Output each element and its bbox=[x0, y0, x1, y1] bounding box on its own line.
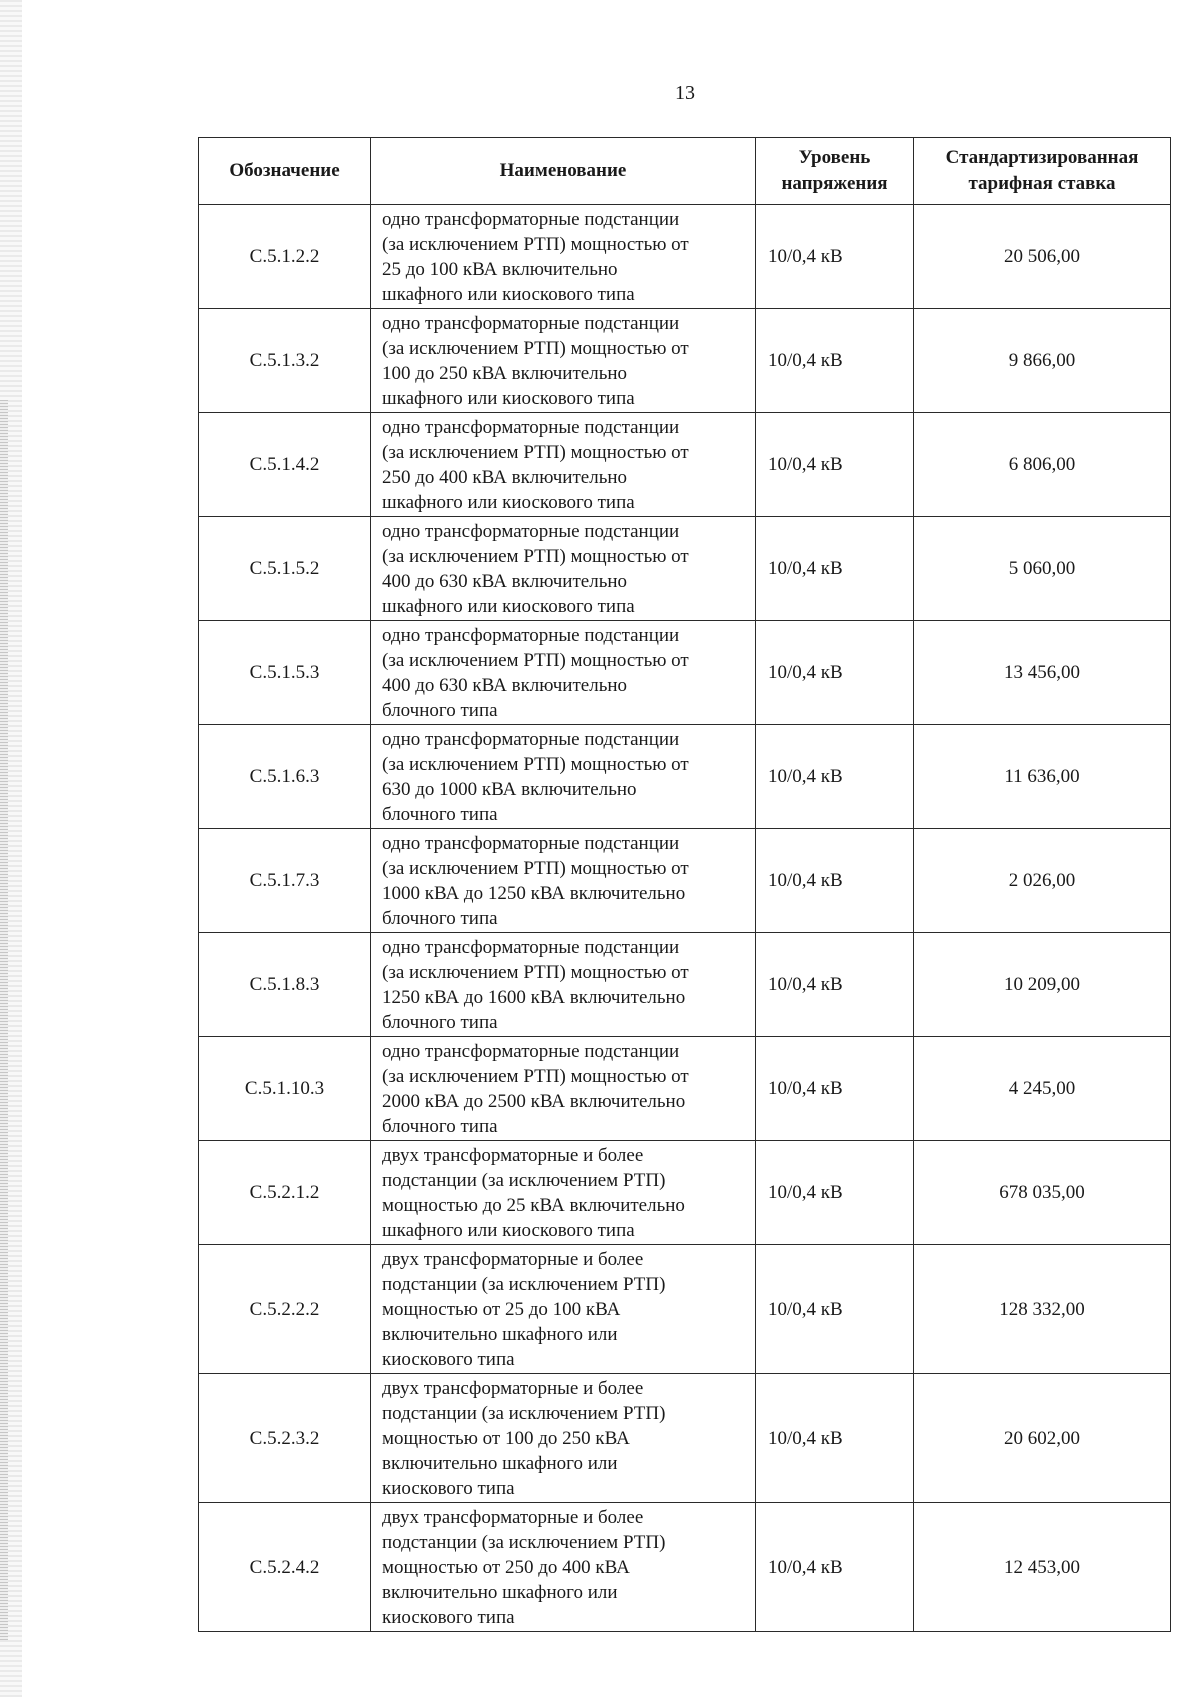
header-voltage: Уровень напряжения bbox=[756, 138, 914, 205]
cell-code: С.5.2.3.2 bbox=[199, 1374, 371, 1503]
cell-name: одно трансформаторные подстанции (за исключением РТП) мощностью от 1250 кВА до 1600 кВА включительно блочного типа bbox=[371, 933, 756, 1037]
cell-rate: 5 060,00 bbox=[914, 517, 1171, 621]
cell-rate: 13 456,00 bbox=[914, 621, 1171, 725]
page-number: 13 bbox=[675, 82, 695, 104]
cell-rate: 6 806,00 bbox=[914, 413, 1171, 517]
table-row bbox=[199, 933, 1171, 1037]
table-row bbox=[199, 205, 1171, 309]
cell-code: С.5.1.5.3 bbox=[199, 621, 371, 725]
table-row bbox=[199, 1037, 1171, 1141]
table-row bbox=[199, 621, 1171, 725]
table-header-row bbox=[199, 138, 1171, 205]
cell-name: двух трансформаторные и более подстанции (за исключением РТП) мощностью от 250 до 400 кВА включительно шкафного или киоскового типа bbox=[371, 1503, 756, 1632]
cell-name: двух трансформаторные и более подстанции (за исключением РТП) мощностью от 100 до 250 кВА включительно шкафного или киоскового типа bbox=[371, 1374, 756, 1503]
header-rate: Стандартизированная тарифная ставка bbox=[914, 138, 1171, 205]
cell-code: С.5.1.3.2 bbox=[199, 309, 371, 413]
cell-rate: 11 636,00 bbox=[914, 725, 1171, 829]
cell-code: С.5.1.4.2 bbox=[199, 413, 371, 517]
table-row bbox=[199, 413, 1171, 517]
cell-name: одно трансформаторные подстанции (за исключением РТП) мощностью от 250 до 400 кВА включительно шкафного или киоскового типа bbox=[371, 413, 756, 517]
table-row bbox=[199, 309, 1171, 413]
table-row bbox=[199, 517, 1171, 621]
table-row bbox=[199, 1503, 1171, 1632]
header-code: Обозначение bbox=[199, 138, 371, 205]
cell-rate: 12 453,00 bbox=[914, 1503, 1171, 1632]
cell-voltage: 10/0,4 кВ bbox=[756, 1037, 914, 1141]
cell-voltage: 10/0,4 кВ bbox=[756, 933, 914, 1037]
header-name: Наименование bbox=[371, 138, 756, 205]
cell-rate: 20 602,00 bbox=[914, 1374, 1171, 1503]
table-row bbox=[199, 829, 1171, 933]
cell-name: одно трансформаторные подстанции (за исключением РТП) мощностью от 400 до 630 кВА включительно шкафного или киоскового типа bbox=[371, 517, 756, 621]
cell-code: С.5.2.2.2 bbox=[199, 1245, 371, 1374]
cell-voltage: 10/0,4 кВ bbox=[756, 517, 914, 621]
cell-rate: 10 209,00 bbox=[914, 933, 1171, 1037]
cell-name: двух трансформаторные и более подстанции (за исключением РТП) мощностью до 25 кВА включительно шкафного или киоскового типа bbox=[371, 1141, 756, 1245]
cell-rate: 128 332,00 bbox=[914, 1245, 1171, 1374]
table-row bbox=[199, 725, 1171, 829]
table-row bbox=[199, 1245, 1171, 1374]
cell-name: одно трансформаторные подстанции (за исключением РТП) мощностью от 400 до 630 кВА включительно блочного типа bbox=[371, 621, 756, 725]
cell-voltage: 10/0,4 кВ bbox=[756, 205, 914, 309]
cell-rate: 678 035,00 bbox=[914, 1141, 1171, 1245]
table-row bbox=[199, 1374, 1171, 1503]
cell-voltage: 10/0,4 кВ bbox=[756, 1374, 914, 1503]
cell-name: одно трансформаторные подстанции (за исключением РТП) мощностью от 1000 кВА до 1250 кВА включительно блочного типа bbox=[371, 829, 756, 933]
cell-name: двух трансформаторные и более подстанции (за исключением РТП) мощностью от 25 до 100 кВА включительно шкафного или киоскового типа bbox=[371, 1245, 756, 1374]
cell-voltage: 10/0,4 кВ bbox=[756, 413, 914, 517]
cell-code: С.5.1.6.3 bbox=[199, 725, 371, 829]
cell-code: С.5.1.2.2 bbox=[199, 205, 371, 309]
cell-code: С.5.2.4.2 bbox=[199, 1503, 371, 1632]
cell-voltage: 10/0,4 кВ bbox=[756, 1141, 914, 1245]
cell-code: С.5.1.5.2 bbox=[199, 517, 371, 621]
cell-name: одно трансформаторные подстанции (за исключением РТП) мощностью от 100 до 250 кВА включительно шкафного или киоскового типа bbox=[371, 309, 756, 413]
cell-rate: 2 026,00 bbox=[914, 829, 1171, 933]
cell-code: С.5.1.7.3 bbox=[199, 829, 371, 933]
cell-name: одно трансформаторные подстанции (за исключением РТП) мощностью от 630 до 1000 кВА включительно блочного типа bbox=[371, 725, 756, 829]
table-row bbox=[199, 1141, 1171, 1245]
cell-name: одно трансформаторные подстанции (за исключением РТП) мощностью от 2000 кВА до 2500 кВА включительно блочного типа bbox=[371, 1037, 756, 1141]
cell-name: одно трансформаторные подстанции (за исключением РТП) мощностью от 25 до 100 кВА включительно шкафного или киоскового типа bbox=[371, 205, 756, 309]
cell-code: С.5.1.8.3 bbox=[199, 933, 371, 1037]
cell-voltage: 10/0,4 кВ bbox=[756, 1245, 914, 1374]
cell-voltage: 10/0,4 кВ bbox=[756, 309, 914, 413]
cell-rate: 20 506,00 bbox=[914, 205, 1171, 309]
cell-rate: 4 245,00 bbox=[914, 1037, 1171, 1141]
cell-voltage: 10/0,4 кВ bbox=[756, 829, 914, 933]
cell-voltage: 10/0,4 кВ bbox=[756, 725, 914, 829]
scan-edge-artifact bbox=[0, 0, 22, 1697]
cell-rate: 9 866,00 bbox=[914, 309, 1171, 413]
cell-code: С.5.1.10.3 bbox=[199, 1037, 371, 1141]
cell-code: С.5.2.1.2 bbox=[199, 1141, 371, 1245]
cell-voltage: 10/0,4 кВ bbox=[756, 621, 914, 725]
tariff-table bbox=[198, 137, 1171, 1632]
cell-voltage: 10/0,4 кВ bbox=[756, 1503, 914, 1632]
